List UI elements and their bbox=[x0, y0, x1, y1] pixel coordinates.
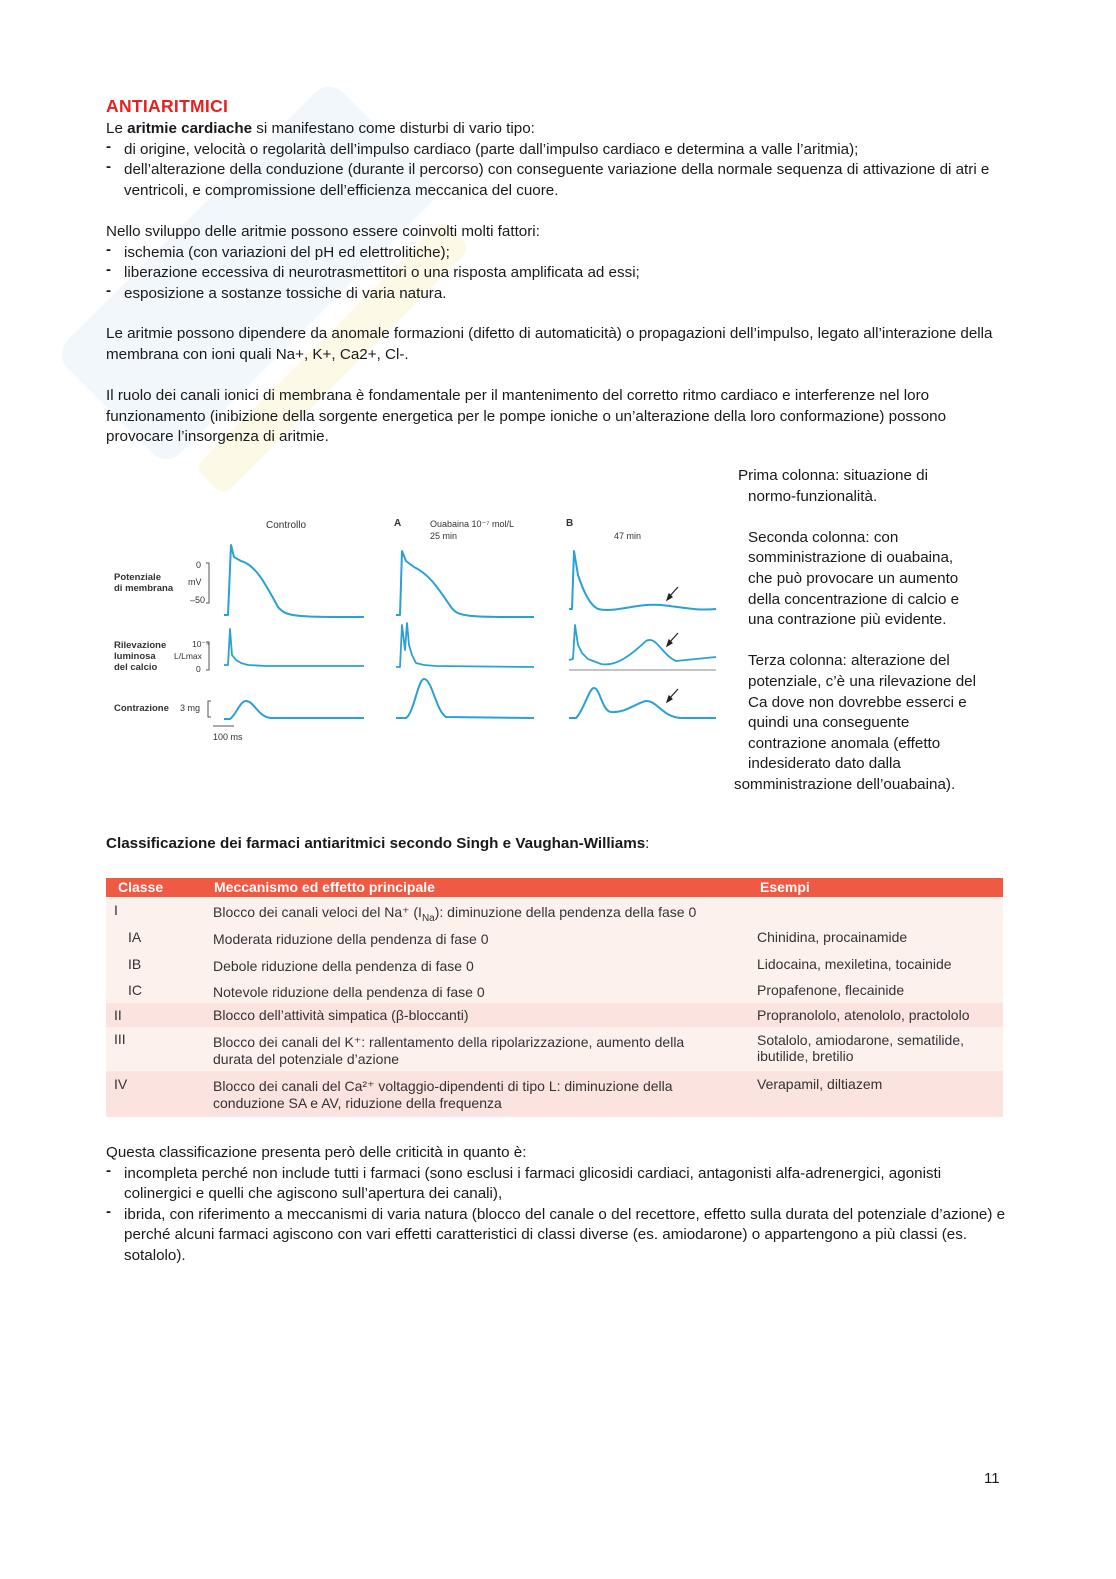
unit-force: 3 mg bbox=[180, 703, 201, 713]
caption-line: che può provocare un aumento bbox=[748, 569, 959, 587]
col-label-25min: 25 min bbox=[430, 531, 458, 541]
page-title: ANTIARITMICI bbox=[106, 96, 229, 116]
col-label-control: Controllo bbox=[266, 520, 307, 531]
intro-list bbox=[106, 140, 1006, 202]
header-examples: Esempi bbox=[760, 879, 810, 895]
unit-time: 100 ms bbox=[213, 732, 243, 742]
caption-line: contrazione anomala (effetto bbox=[748, 734, 941, 752]
col-label-47min: 47 min bbox=[614, 531, 642, 541]
table-row: II Blocco dell’attività simpatica (β-bloccanti) Propranololo, atenololo, practololo bbox=[106, 1003, 1003, 1027]
col-label-ouabain: Ouabaina 10⁻⁷ mol/L bbox=[430, 519, 515, 529]
list-item: - incompleta perché non include tutti i farmaci (sono esclusi i farmaci glicosidi cardiaci, antagonisti alfa-adrenergici, agonisti colinergici e quelli che agiscono sull’apertura dei canali), bbox=[106, 1164, 1006, 1205]
trace-contraction-47min bbox=[569, 688, 716, 718]
row-label-calcium-1: Rilevazione bbox=[114, 640, 167, 651]
caption-line: Prima colonna: situazione di bbox=[738, 467, 928, 484]
trace-ap-47min bbox=[569, 551, 716, 610]
caption-line: una contrazione più evidente. bbox=[748, 611, 947, 629]
trace-ap-ouabain bbox=[396, 551, 534, 617]
list-item: - di origine, velocità o regolarità dell’impulso cardiaco (parte dall’impulso cardiaco e determina a valle l’aritmia); bbox=[106, 140, 1006, 161]
list-item: - ibrida, con riferimento a meccanismi di varia natura (blocco del canale o del recettore, effetto sulla durata del potenziale d’azione) e perché alcuni farmaci agiscono con vari effetti caratteristici di classi diverse (es. amiodarone) o appartengono a più classi (es. sotalolo). bbox=[106, 1205, 1006, 1267]
caption-line: potenziale, c’è una rilevazione del bbox=[748, 672, 976, 690]
col-label-a: A bbox=[394, 518, 402, 529]
critique-section bbox=[106, 1143, 1006, 1267]
table-row: I Blocco dei canali veloci del Na⁺ $(I_{Na})$: diminuzione della pendenza della fase 0 IA Moderata riduzione della pendenza di fase 0 Chinidina, procainamide IB Debole riduzione della pendenza di fase 0 Lidocaina, mexiletina, tocainide IC Notevole riduzione della pendenza di fase 0 Propafenone, flecainide bbox=[106, 897, 1003, 1003]
table-row: III Blocco dei canali del K⁺: rallentamento della ripolarizzazione, aumento della durata del potenziale d’azione Sotalolo, amiodarone, sematilide, ibutilide, bretilio bbox=[106, 1027, 1003, 1071]
row-label-membrane-1: Potenziale bbox=[114, 572, 161, 583]
critique-lead: Questa classificazione presenta però delle criticità in quanto è: bbox=[106, 1144, 527, 1161]
paragraph-ions: Le aritmie possono dipendere da anomale formazioni (difetto di automaticità) o propagazioni dell’impulso, legato all’interazione della membrana con ioni quali Na+, K+, Ca2+, Cl-. bbox=[106, 325, 993, 363]
trace-contraction-control bbox=[224, 701, 364, 719]
page-number: 11 bbox=[984, 1470, 1000, 1487]
table-header bbox=[106, 878, 1003, 897]
row-label-calcium-2: luminosa bbox=[114, 651, 156, 662]
caption-line: Seconda colonna: con bbox=[748, 528, 899, 546]
factors-lead: Nello sviluppo delle aritmie possono essere coinvolti molti fattori: bbox=[106, 223, 540, 240]
list-item: - liberazione eccessiva di neurotrasmettitori o una risposta amplificata ad essi; bbox=[106, 263, 1006, 284]
caption-line: Ca dove non dovrebbe esserci e bbox=[748, 693, 967, 711]
paragraph-channels: Il ruolo dei canali ionici di membrana è fondamentale per il mantenimento del corretto ritmo cardiaco e interferenze nel loro funzionamento (inibizione della sorgente energetica per le pompe ioniche o un’alterazione della loro conformazione) possono provocare l’insorgenza di aritmie. bbox=[106, 387, 947, 446]
list-item: - esposizione a sostanze tossiche di varia natura. bbox=[106, 284, 1006, 305]
header-class: Classe bbox=[118, 879, 164, 895]
classification-title: Classificazione dei farmaci antiaritmici secondo Singh e Vaughan-Williams: bbox=[106, 835, 650, 852]
caption-line: somministrazione di ouabaina, bbox=[748, 549, 954, 567]
factors-list bbox=[106, 243, 1006, 305]
unit-mv-top: 0 bbox=[196, 560, 202, 570]
intro-section bbox=[106, 119, 1006, 201]
caption-line: Terza colonna: alterazione del bbox=[748, 652, 950, 670]
trace-ca-47min bbox=[569, 625, 716, 664]
unit-ca: L/Lmax bbox=[174, 651, 202, 661]
traces bbox=[224, 545, 716, 719]
trace-contraction-ouabain bbox=[396, 679, 534, 718]
row-label-calcium-3: del calcio bbox=[114, 662, 158, 673]
critique-list bbox=[106, 1164, 1006, 1267]
caption-line: della concentrazione di calcio e bbox=[748, 590, 960, 608]
unit-ca-bottom: 0 bbox=[196, 664, 201, 674]
row-label-membrane-2: di membrana bbox=[114, 583, 174, 594]
ouabain-figure bbox=[106, 505, 726, 755]
row-label-contraction: Contrazione bbox=[114, 703, 169, 714]
list-item: - ischemia (con variazioni del pH ed elettrolitiche); bbox=[106, 243, 1006, 264]
intro-lead: Le aritmie cardiache si manifestano come disturbi di vario tipo: bbox=[106, 120, 535, 137]
caption-line: somministrazione dell’ouabaina). bbox=[734, 775, 956, 793]
unit-ca-top: 10⁻⁴ bbox=[192, 639, 210, 649]
col-label-b: B bbox=[566, 518, 574, 529]
trace-ca-ouabain bbox=[396, 623, 534, 667]
header-mechanism: Meccanismo ed effetto principale bbox=[214, 879, 435, 895]
table-row: IV Blocco dei canali del Ca²⁺ voltaggio-dipendenti di tipo L: diminuzione della conduzione SA e AV, riduzione della frequenza Verapamil, diltiazem bbox=[106, 1071, 1003, 1117]
factors-section bbox=[106, 222, 1006, 304]
caption-line: quindi una conseguente bbox=[748, 714, 910, 732]
unit-mv-bottom: –50 bbox=[190, 595, 206, 605]
classification-table bbox=[106, 878, 1003, 1117]
list-item: - dell’alterazione della conduzione (durante il percorso) con conseguente variazione della normale sequenza di attivazione di atri e ventricoli, e compromissione dell’efficienza meccanica del cuore. bbox=[106, 160, 1006, 201]
caption-line: indesiderato dato dalla bbox=[748, 755, 901, 773]
trace-ca-control bbox=[224, 629, 364, 666]
figure-caption bbox=[734, 466, 1014, 796]
trace-ap-control bbox=[224, 545, 364, 617]
caption-line: normo-funzionalità. bbox=[748, 487, 878, 505]
unit-mv: mV bbox=[188, 577, 202, 587]
arrow-icons bbox=[667, 587, 678, 702]
